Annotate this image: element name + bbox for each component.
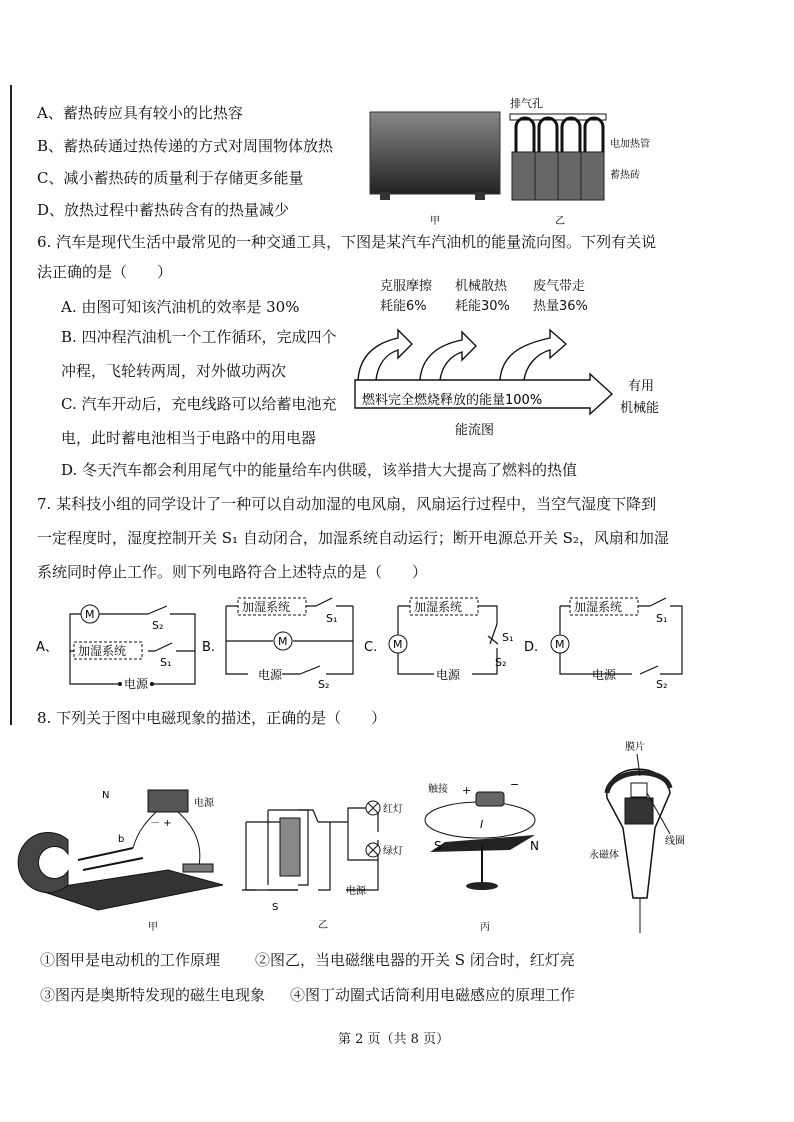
bing-minus-label: − (510, 778, 520, 791)
heater-foot-right (475, 192, 485, 200)
output-line1: 有用 (628, 379, 655, 394)
circuit-a-label: A、 (36, 640, 58, 655)
humidifier-a-label: 加湿系统 (78, 644, 127, 658)
q6-stem-1: 6. 汽车是现代生活中最常见的一种交通工具，下图是某汽车汽油机的能量流向图。下列有关说 (37, 233, 657, 251)
bing-s-label: S (434, 839, 442, 853)
circuit-d (522, 596, 694, 696)
jia-rail-2 (83, 858, 143, 870)
q6-option-d: D. 冬天汽车都会利用尾气中的能量给车内供暖，该举措大大提高了燃料的热值 (61, 461, 578, 479)
q8-stem: 8. 下列关于图中电磁现象的描述，正确的是（ ） (37, 709, 387, 727)
caption-yi: 乙 (555, 216, 565, 227)
circuit-b (198, 596, 368, 696)
circuit-b-label: B. (202, 640, 216, 655)
branch1-line1: 克服摩擦 (380, 279, 433, 294)
power-c: 电源 (436, 668, 461, 682)
q5-option-c: C、减小蓄热砖的质量利于存储更多能量 (37, 169, 304, 187)
power-a: 电源 (124, 677, 149, 691)
bing-base (466, 882, 498, 890)
yi-s-label: S (272, 902, 279, 913)
main-label: 燃料完全燃烧释放的能量100% (362, 393, 543, 408)
power-b: 电源 (258, 668, 283, 682)
q6-option-b-2: 冲程，飞轮转两周，对外做功两次 (61, 362, 287, 380)
jia-b-label: b (118, 834, 125, 845)
power-d: 电源 (592, 668, 617, 682)
fig-ding (585, 738, 715, 938)
terminal-a2 (150, 682, 154, 686)
branch3-arrow (500, 330, 566, 380)
page-number: 第 2 页（共 8 页） (338, 1032, 450, 1047)
fig-yi (238, 790, 408, 930)
q8-statement-2: ②图乙，当电磁继电器的开关 S 闭合时，红灯亮 (255, 951, 575, 969)
margin-line (10, 85, 12, 725)
yi-power-label: 电源 (346, 886, 366, 897)
ding-coil (631, 783, 647, 797)
branch2-line1: 机械散热 (455, 279, 508, 294)
humidifier-b-label: 加湿系统 (242, 600, 291, 614)
jia-power-label: 电源 (194, 798, 214, 809)
q5-figure (360, 92, 650, 232)
motor-c-label: M (393, 638, 403, 651)
q6-stem-2: 法正确的是（ ） (37, 263, 173, 281)
bing-i-label: I (480, 818, 484, 831)
branch1-line2: 耗能6% (380, 299, 427, 314)
s2-c: S₂ (495, 656, 507, 669)
fig-bing (420, 770, 550, 933)
branch3-line1: 废气带走 (533, 279, 586, 294)
q7-stem-1: 7. 某科技小组的同学设计了一种可以自动加湿的电风扇，风扇运行过程中，当空气湿度下降到 (37, 495, 657, 513)
branch1-arrow (358, 330, 412, 380)
motor-a-label: M (85, 608, 95, 621)
humidifier-c-label: 加湿系统 (414, 600, 463, 614)
jia-n-label: N (102, 790, 110, 801)
q5-option-a: A、蓄热砖应具有较小的比热容 (37, 104, 243, 122)
output-line2: 机械能 (620, 401, 660, 416)
terminal-a1 (118, 682, 122, 686)
bing-plus-label: + (462, 784, 472, 797)
circuit-c-label: C. (364, 640, 378, 655)
heater-foot-left (380, 192, 390, 200)
motor-b-label: M (278, 635, 288, 648)
yi-red-label: 红灯 (383, 804, 403, 815)
label-heater: 电加热管 (610, 139, 650, 150)
q5-option-b: B、蓄热砖通过热传递的方式对周围物体放热 (37, 137, 334, 155)
jia-switch (183, 864, 213, 872)
circuit-a (30, 596, 200, 696)
q7-stem-2: 一定程度时，湿度控制开关 S₁ 自动闭合，加湿系统自动运行；断开电源总开关 S₂，风扇和加湿 (37, 529, 669, 547)
bing-caption: 丙 (480, 922, 490, 933)
s1-b: S₁ (326, 612, 338, 625)
s1-a: S₁ (160, 656, 172, 669)
q6-option-c-2: 电，此时蓄电池相当于电路中的用电器 (61, 429, 317, 447)
circuit-d-label: D. (524, 640, 539, 655)
q8-statement-1: ①图甲是电动机的工作原理 (40, 951, 221, 969)
motor-d-label: M (555, 638, 565, 651)
q8-statement-3: ③图丙是奥斯特发现的磁生电现象 (40, 986, 266, 1004)
branch2-line2: 耗能30% (455, 299, 510, 314)
s2-a: S₂ (152, 619, 164, 632)
bing-touch-label: 触接 (428, 784, 448, 795)
diagram-caption: 能流图 (455, 423, 495, 438)
jia-pm-label: － + (150, 818, 172, 829)
yi-green-label: 绿灯 (383, 846, 403, 857)
ding-coil-label: 线圈 (665, 836, 685, 847)
heater-body (370, 112, 500, 194)
s2-d: S₂ (656, 678, 668, 691)
q5-option-d: D、放热过程中蓄热砖含有的热量减少 (37, 201, 290, 219)
s2-b: S₂ (318, 678, 330, 691)
s1-c: S₁ (502, 631, 514, 644)
jia-battery (148, 790, 188, 812)
ding-magnet (625, 798, 653, 824)
heating-tubes (516, 118, 603, 152)
branch3-line2: 热量36% (533, 299, 588, 314)
fig-jia (38, 770, 228, 933)
s1-d: S₁ (656, 612, 668, 625)
humidifier-d-label: 加湿系统 (574, 600, 623, 614)
jia-caption: 甲 (148, 922, 158, 933)
energy-flow-diagram (350, 272, 680, 442)
circuit-c (362, 596, 532, 696)
q6-option-c-1: C. 汽车开动后，充电线路可以给蓄电池充 (61, 395, 337, 413)
bing-battery (476, 792, 504, 806)
q7-stem-3: 系统同时停止工作。则下列电路符合上述特点的是（ ） (37, 563, 428, 581)
branch2-arrow (420, 332, 476, 380)
yi-electromagnet (280, 818, 300, 876)
jia-magnet (18, 833, 68, 893)
ding-diaphragm-label: 膜片 (625, 742, 645, 753)
ding-magnet-label: 永磁体 (589, 850, 619, 861)
bing-n-label: N (530, 839, 539, 853)
label-brick: 蓄热砖 (610, 170, 640, 181)
q8-statement-4: ④图丁动圈式话筒利用电磁感应的原理工作 (290, 986, 576, 1004)
jia-rail-1 (78, 848, 133, 860)
caption-jia: 甲 (430, 216, 440, 227)
yi-caption: 乙 (318, 920, 328, 931)
q6-option-a: A. 由图可知该汽油机的效率是 30% (61, 298, 300, 316)
label-exhaust: 排气孔 (510, 97, 543, 110)
q6-option-b-1: B. 四冲程汽油机一个工作循环，完成四个 (61, 328, 337, 346)
